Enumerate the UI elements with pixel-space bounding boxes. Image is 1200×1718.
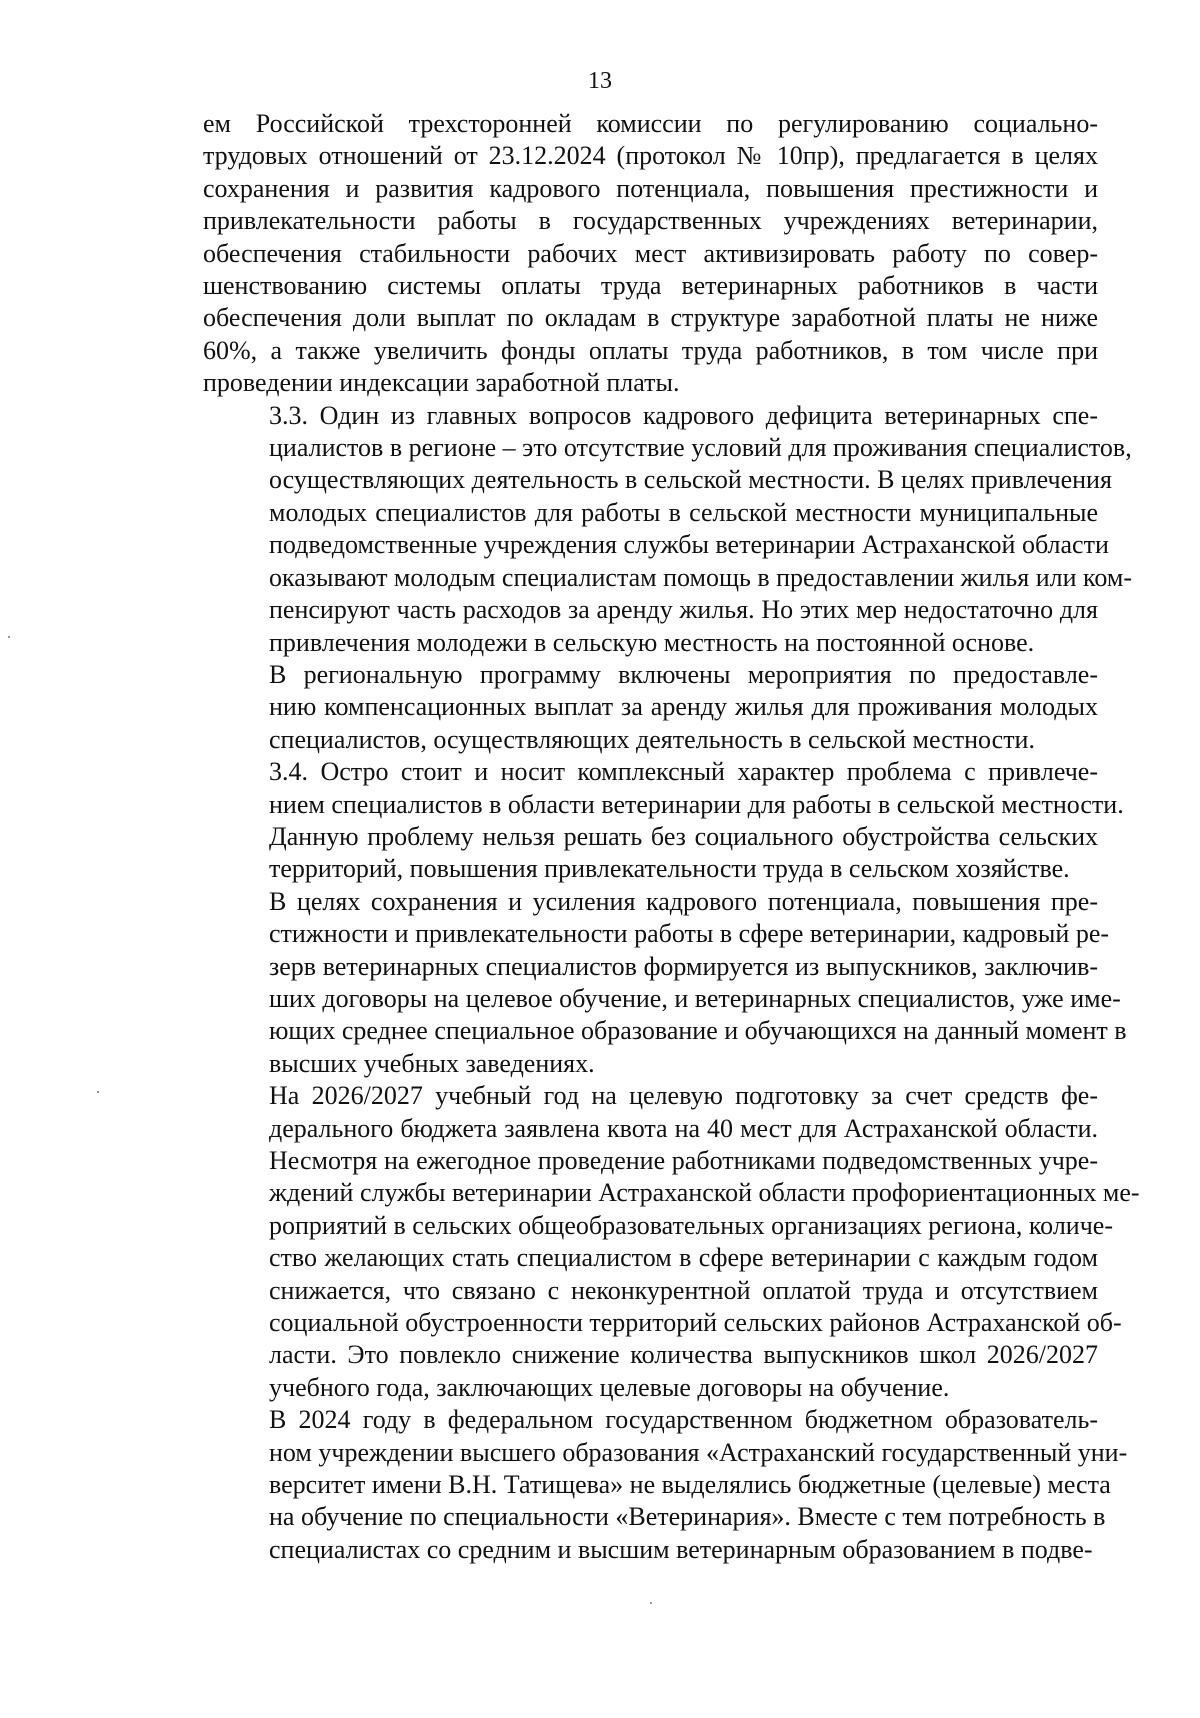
text-line: нию компенсационных выплат за аренду жилья для проживания молодых xyxy=(269,692,1098,722)
paragraph xyxy=(203,659,1098,756)
text-line: осуществляющих деятельность в сельской местности. В целях привлечения xyxy=(269,465,1112,495)
paragraph xyxy=(203,1404,1128,1566)
text-line: специалистов, осуществляющих деятельность в сельской местности. xyxy=(269,724,1035,754)
paragraph xyxy=(203,886,1127,1080)
text-line: территорий, повышения привлекательности труда в сельском хозяйстве. xyxy=(269,854,1070,884)
text-line: молодых специалистов для работы в сельской местности муниципальные xyxy=(269,497,1098,527)
text-line: оказывают молодым специалистам помощь в предоставлении жилья или ком- xyxy=(269,562,1132,592)
text-line: обеспечения доли выплат по окладам в структуре заработной платы не ниже xyxy=(203,303,1098,333)
text-line: подведомственные учреждения службы ветеринарии Астраханской области xyxy=(269,530,1109,560)
text-line: ждений службы ветеринарии Астраханской области профориентационных ме- xyxy=(269,1178,1140,1208)
text-line: На 2026/2027 учебный год на целевую подготовку за счет средств фе- xyxy=(269,1081,1098,1111)
text-line: роприятий в сельских общеобразовательных организациях региона, количе- xyxy=(269,1210,1113,1240)
text-line: ном учреждении высшего образования «Астраханский государственный уни- xyxy=(269,1437,1128,1467)
text-line: социальной обустроенности территорий сельских районов Астраханской об- xyxy=(269,1308,1122,1338)
text-line: на обучение по специальности «Ветеринария». Вместе с тем потребность в xyxy=(269,1502,1106,1532)
text-line: снижается, что связано с неконкурентной оплатой труда и отсутствием xyxy=(269,1275,1098,1305)
text-line: привлекательности работы в государственных учреждениях ветеринарии, xyxy=(203,206,1098,236)
text-line: учебного года, заключающих целевые договоры на обучение. xyxy=(269,1372,950,1402)
text-line: Данную проблему нельзя решать без социального обустройства сельских xyxy=(269,821,1098,851)
text-line: проведении индексации заработной платы. xyxy=(203,368,680,398)
paragraph xyxy=(203,756,1124,886)
paragraph xyxy=(203,1080,1140,1404)
text-line: 60%, а также увеличить фонды оплаты труда работников, в том числе при xyxy=(203,335,1098,365)
scan-speck xyxy=(650,1602,652,1604)
scan-speck xyxy=(8,636,10,638)
text-line: ших договоры на целевое обучение, и ветеринарных специалистов, уже име- xyxy=(269,983,1121,1013)
paragraph xyxy=(203,108,1098,400)
text-line: 3.4. Остро стоит и носит комплексный характер проблема с привлече- xyxy=(269,757,1098,787)
text-line: В региональную программу включены мероприятия по предоставле- xyxy=(269,659,1098,689)
text-line: нием специалистов в области ветеринарии для работы в сельской местности. xyxy=(269,789,1124,819)
text-line: трудовых отношений от 23.12.2024 (протокол № 10пр), предлагается в целях xyxy=(203,141,1098,171)
text-line: сохранения и развития кадрового потенциала, повышения престижности и xyxy=(203,173,1098,203)
text-line: ство желающих стать специалистом в сфере ветеринарии с каждым годом xyxy=(269,1243,1098,1273)
text-line: обеспечения стабильности рабочих мест активизировать работу по совер- xyxy=(203,238,1098,268)
text-line: высших учебных заведениях. xyxy=(269,1048,595,1078)
text-line: пенсируют часть расходов за аренду жилья. Но этих мер недостаточно для xyxy=(269,595,1098,625)
text-line: Несмотря на ежегодное проведение работниками подведомственных учре- xyxy=(269,1146,1098,1175)
text-line: зерв ветеринарных специалистов формируется из выпускников, заключив- xyxy=(269,951,1098,981)
text-line: циалистов в регионе – это отсутствие условий для проживания специалистов, xyxy=(269,433,1132,463)
scan-speck xyxy=(97,1091,99,1093)
text-line: ющих среднее специальное образование и обучающихся на данный момент в xyxy=(269,1016,1127,1046)
text-line: ласти. Это повлекло снижение количества выпускников школ 2026/2027 xyxy=(269,1340,1098,1370)
body-text xyxy=(203,108,1140,1566)
text-line: ем Российской трехсторонней комиссии по регулированию социально- xyxy=(203,109,1098,138)
text-line: верситет имени В.Н. Татищева» не выделялись бюджетные (целевые) места xyxy=(269,1470,1111,1500)
page-number: 13 xyxy=(588,68,612,94)
text-line: дерального бюджета заявлена квота на 40 мест для Астраханской области. xyxy=(269,1113,1098,1143)
text-line: В целях сохранения и усиления кадрового потенциала, повышения пре- xyxy=(269,886,1098,916)
text-line: шенствованию системы оплаты труда ветеринарных работников в части xyxy=(203,271,1098,301)
text-line: специалистах со средним и высшим ветеринарным образованием в подве- xyxy=(269,1534,1093,1564)
text-line: стижности и привлекательности работы в сфере ветеринарии, кадровый ре- xyxy=(269,919,1110,949)
text-line: привлечения молодежи в сельскую местность на постоянной основе. xyxy=(269,627,1035,657)
text-line: В 2024 году в федеральном государственном бюджетном образователь- xyxy=(269,1405,1098,1435)
text-line: 3.3. Один из главных вопросов кадрового дефицита ветеринарных спе- xyxy=(269,400,1098,430)
paragraph xyxy=(203,400,1132,659)
